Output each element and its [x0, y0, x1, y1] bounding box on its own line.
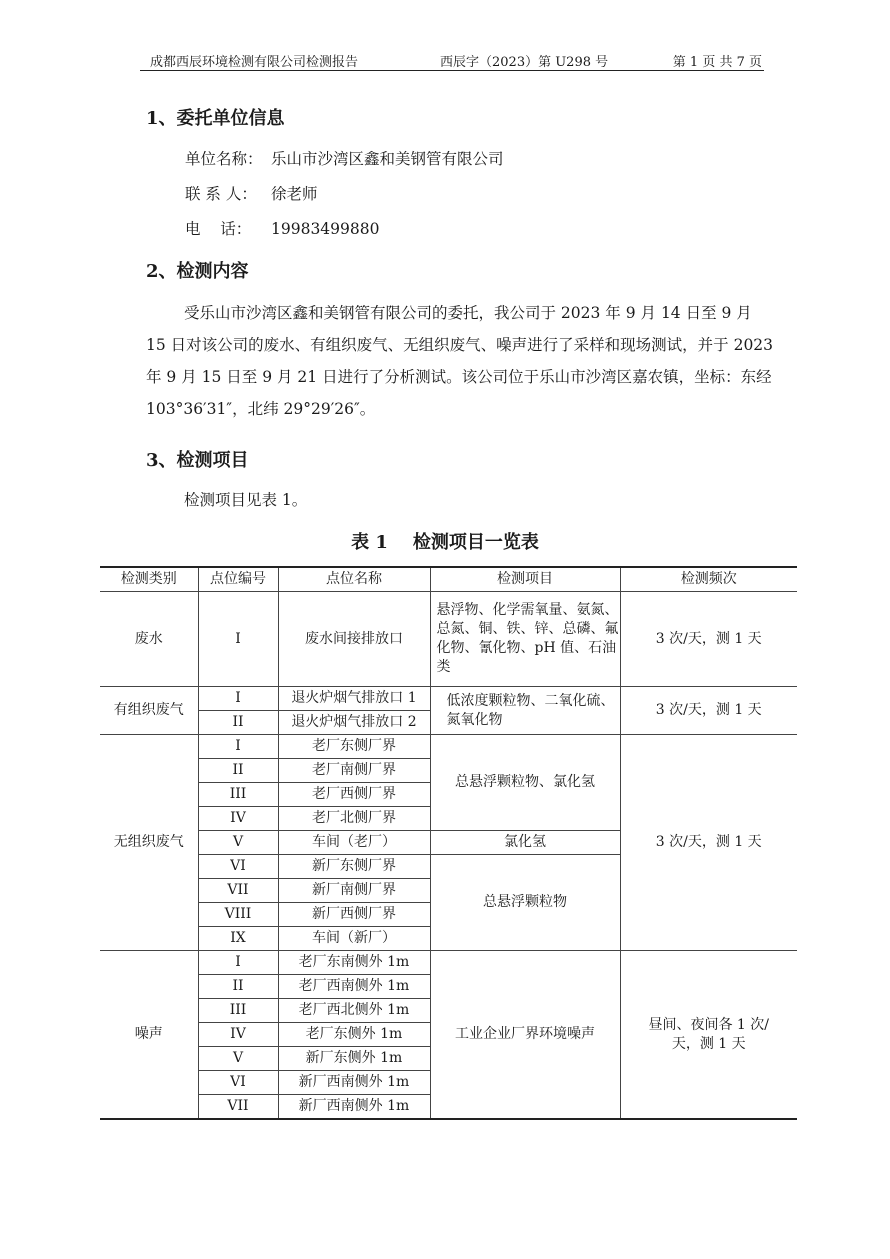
col-header-items: 检测项目	[430, 567, 620, 592]
section3-text: 检测项目见表 1。	[184, 491, 308, 509]
noise-point-no: V	[198, 1047, 278, 1071]
noise-point-no: VI	[198, 1071, 278, 1095]
col-header-frequency: 检测频次	[620, 567, 797, 592]
col-header-point-no: 点位编号	[198, 567, 278, 592]
fugitive-point-name: 老厂东侧厂界	[278, 735, 430, 759]
unit-name-value: 乐山市沙湾区鑫和美钢管有限公司	[271, 150, 504, 168]
fugitive-point-no: IX	[198, 927, 278, 951]
page-header	[140, 48, 764, 71]
header-company: 成都西辰环境检测有限公司检测报告	[150, 55, 359, 70]
noise-point-name: 新厂西南侧外 1m	[278, 1095, 430, 1120]
fugitive-point-name: 车间（新厂）	[278, 927, 430, 951]
fugitive-point-no: IV	[198, 807, 278, 831]
contact-value: 徐老师	[271, 185, 318, 203]
phone-value: 19983499880	[271, 220, 380, 238]
header-report-no: 西辰字（2023）第 U298 号	[440, 55, 609, 70]
noise-frequency: 昼间、夜间各 1 次/天，测 1 天	[620, 951, 797, 1120]
organized-frequency: 3 次/天，测 1 天	[620, 687, 797, 735]
noise-category: 噪声	[100, 951, 198, 1120]
noise-point-name: 老厂东南侧外 1m	[278, 951, 430, 975]
fugitive-point-no: VIII	[198, 903, 278, 927]
fugitive-point-name: 新厂东侧厂界	[278, 855, 430, 879]
organized-point-no: I	[198, 687, 278, 711]
table-title: 表 1 检测项目一览表	[351, 532, 539, 553]
noise-point-no: I	[198, 951, 278, 975]
phone-label: 电 话：	[185, 220, 252, 238]
section3-title: 3、检测项目	[146, 450, 249, 471]
fugitive-point-no: V	[198, 831, 278, 855]
fugitive-items-workshop-old: 氯化氢	[430, 831, 620, 855]
fugitive-point-name: 新厂西侧厂界	[278, 903, 430, 927]
section2-title: 2、检测内容	[146, 261, 249, 282]
contact-label: 联 系 人：	[185, 185, 257, 203]
fugitive-point-no: VII	[198, 879, 278, 903]
contact-field	[185, 182, 318, 204]
table-row	[100, 735, 797, 759]
detection-items-table	[100, 566, 797, 1120]
wastewater-point-no: I	[198, 592, 278, 687]
fugitive-point-no: II	[198, 759, 278, 783]
col-header-point-name: 点位名称	[278, 567, 430, 592]
wastewater-point-name: 废水间接排放口	[278, 592, 430, 687]
table-header-row	[100, 567, 797, 592]
fugitive-point-no: VI	[198, 855, 278, 879]
noise-point-no: II	[198, 975, 278, 999]
detection-content-paragraph	[146, 297, 776, 425]
fugitive-items-old-boundary: 总悬浮颗粒物、氯化氢	[430, 735, 620, 831]
noise-point-name: 老厂东侧外 1m	[278, 1023, 430, 1047]
organized-point-name: 退火炉烟气排放口 2	[278, 711, 430, 735]
organized-items: 低浓度颗粒物、二氧化硫、氮氧化物	[430, 687, 620, 735]
phone-field	[185, 217, 379, 239]
unit-name-label: 单位名称：	[185, 150, 263, 168]
fugitive-point-no: III	[198, 783, 278, 807]
header-page-number: 第 1 页 共 7 页	[672, 55, 762, 70]
organized-point-name: 退火炉烟气排放口 1	[278, 687, 430, 711]
unit-name-field	[185, 147, 504, 169]
table-row	[100, 592, 797, 687]
fugitive-frequency: 3 次/天，测 1 天	[620, 735, 797, 951]
wastewater-frequency: 3 次/天，测 1 天	[620, 592, 797, 687]
noise-point-name: 老厂西北侧外 1m	[278, 999, 430, 1023]
organized-gas-category: 有组织废气	[100, 687, 198, 735]
fugitive-point-name: 车间（老厂）	[278, 831, 430, 855]
fugitive-point-name: 老厂南侧厂界	[278, 759, 430, 783]
noise-point-no: III	[198, 999, 278, 1023]
noise-point-name: 老厂西南侧外 1m	[278, 975, 430, 999]
col-header-category: 检测类别	[100, 567, 198, 592]
wastewater-items: 悬浮物、化学需氧量、氨氮、总氮、铜、铁、锌、总磷、氟化物、氰化物、pH 值、石油类	[430, 592, 620, 687]
section1-title: 1、委托单位信息	[146, 108, 285, 129]
table-row	[100, 687, 797, 711]
wastewater-category: 废水	[100, 592, 198, 687]
fugitive-gas-category: 无组织废气	[100, 735, 198, 951]
fugitive-point-name: 老厂西侧厂界	[278, 783, 430, 807]
fugitive-items-new: 总悬浮颗粒物	[430, 855, 620, 951]
noise-point-no: VII	[198, 1095, 278, 1120]
noise-items: 工业企业厂界环境噪声	[430, 951, 620, 1120]
noise-point-name: 新厂西南侧外 1m	[278, 1071, 430, 1095]
table-row	[100, 951, 797, 975]
detection-content-text: 受乐山市沙湾区鑫和美钢管有限公司的委托，我公司于 2023 年 9 月 14 日至 9 月 15 日对该公司的废水、有组织废气、无组织废气、噪声进行了采样和现场测试，并于 2023 年 9 月 15 日至 9 月 21 日进行了分析测试。该公司位于乐山市沙湾区嘉农镇，坐标：东经 103°36′31″，北纬 29°29′26″。	[146, 304, 774, 418]
organized-point-no: II	[198, 711, 278, 735]
fugitive-point-name: 老厂北侧厂界	[278, 807, 430, 831]
fugitive-point-name: 新厂南侧厂界	[278, 879, 430, 903]
noise-point-no: IV	[198, 1023, 278, 1047]
fugitive-point-no: I	[198, 735, 278, 759]
noise-point-name: 新厂东侧外 1m	[278, 1047, 430, 1071]
